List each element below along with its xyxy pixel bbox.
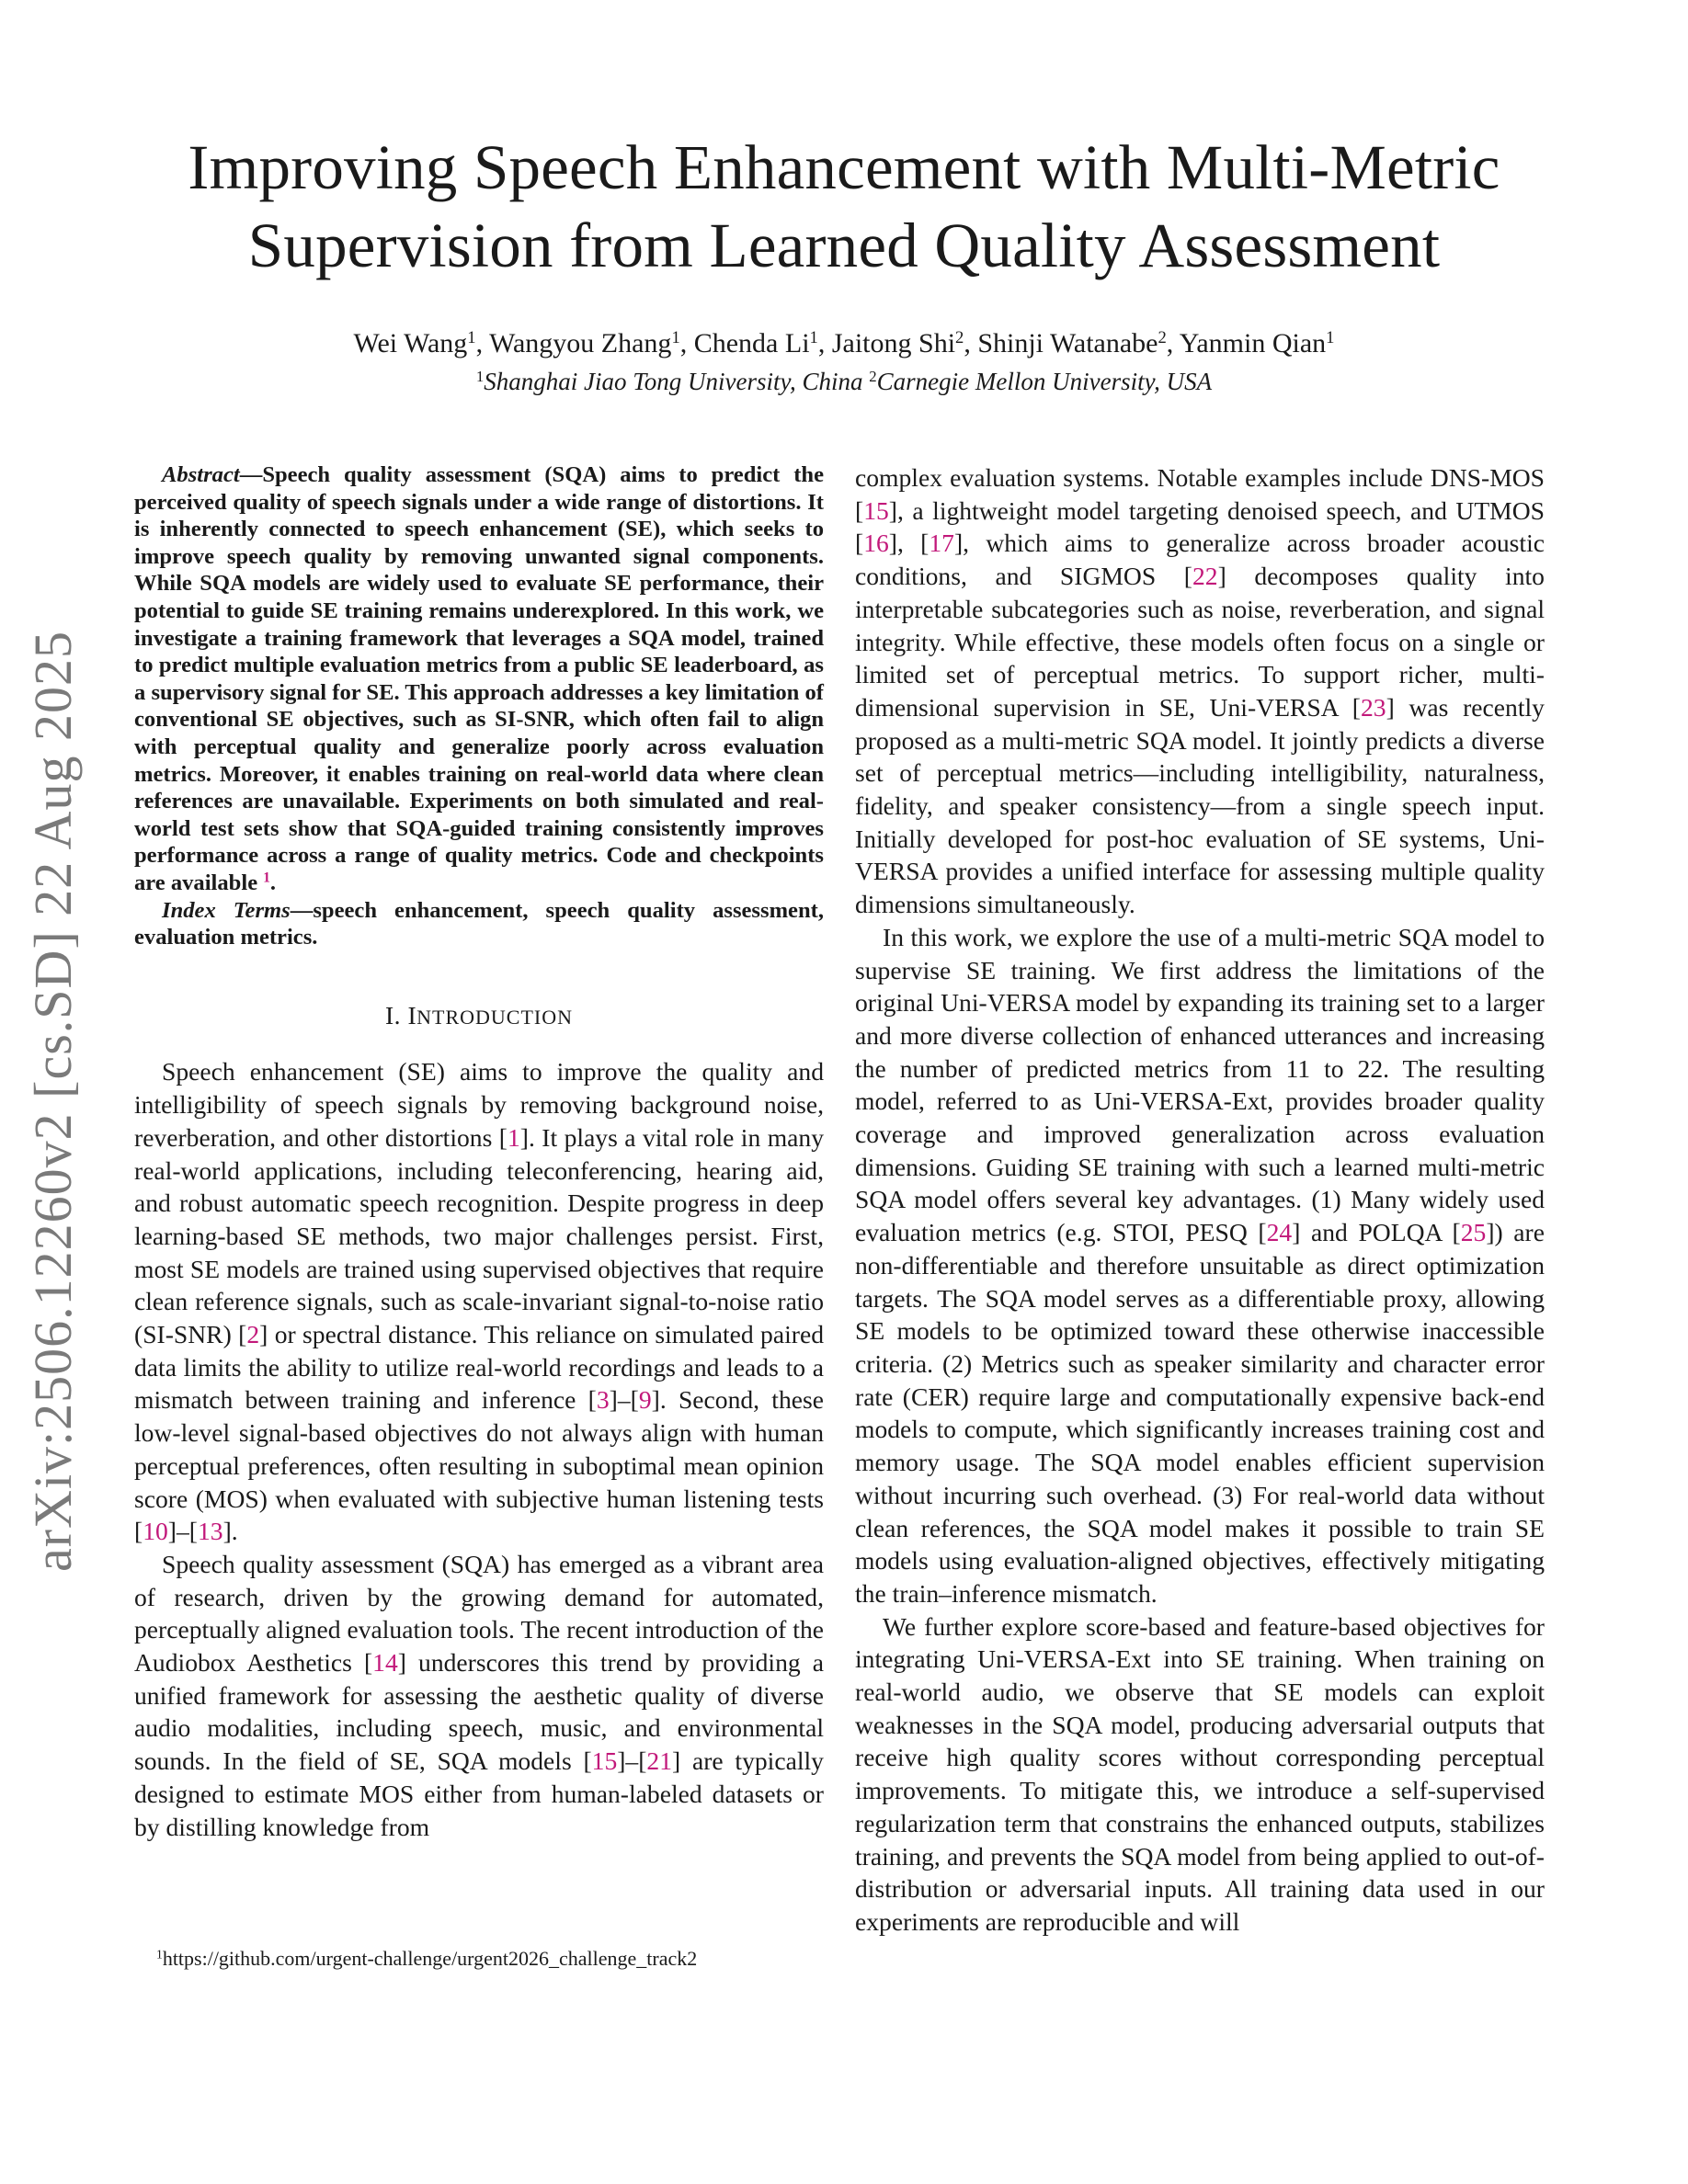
author-name: Shinji Watanabe [977,328,1158,358]
index-terms [134,897,824,951]
intro-paragraph-2 [134,1548,824,1843]
affiliation-mark: 2 [869,367,877,385]
citation-link[interactable]: 16 [863,529,889,558]
paragraph-text: Speech quality assessment (SQA) has emerged as a vibrant area of research, driven by the growing demand for automated, perceptually aligned evaluation tools. The recent introduction of the Audiobox Aesthetics [ [134,1549,824,1678]
paragraph-text: ]) are non-differentiable and therefore unsuitable as direct optimization targets. The SQA model serves as a differentiable proxy, allowing SE models to be optimized toward these otherwise inaccessible criteria. (2) Metrics such as speaker similarity and character error rate (CER) require large and computationally expensive back-end models to compute, which significantly increases training cost and memory usage. The SQA model enables efficient supervision without incurring such overhead. (3) For real-world data without clean references, the SQA model makes it possible to train SE models using evaluation-aligned objectives, effectively mitigating the train–inference mismatch. [855,1218,1545,1608]
arxiv-identifier-stamp: arXiv:2506.12260v2 [cs.SD] 22 Aug 2025 [23,631,83,1572]
paper-title-line-2: Supervision from Learned Quality Assessment [247,210,1441,280]
citation-link[interactable]: 22 [1192,562,1218,591]
author-affiliation-mark: 1 [671,327,680,347]
index-terms-body: —speech enhancement, speech quality assessment, evaluation metrics. [134,897,824,950]
right-column [855,461,1545,1939]
paragraph-text: ]. Second, these low-level signal-based objectives do not always align with human perceptual preferences, often resulting in suboptimal mean opinion score (MOS) when evaluated with subjective human listening tests [ [134,1385,824,1546]
citation-link[interactable]: 3 [596,1385,610,1415]
paragraph-text: ] decomposes quality into interpretable subcategories such as noise, reverberation, and signal integrity. While effective, these models often focus on a single or limited set of perceptual metrics. To support richer, multi-dimensional supervision in SE, Uni-VERSA [ [855,562,1545,722]
paragraph-text: ] or spectral distance. This reliance on simulated paired data limits the ability to utilize real-world recordings and leads to a mismatch between training and inference [ [134,1320,824,1415]
citation-link[interactable]: 14 [372,1648,398,1678]
citation-link[interactable]: 2 [246,1320,260,1349]
paragraph-text: ] and POLQA [ [1292,1218,1461,1247]
abstract-body: —Speech quality assessment (SQA) aims to predict the perceived quality of speech signals under a wide range of distortions. It is inherently connected to speech enhancement (SE), which seeks to improve speech quality by removing unwanted signal components. While SQA models are widely used to evaluate SE performance, their potential to guide SE training remains underexplored. In this work, we investigate a training framework that leverages a SQA model, trained to predict multiple evaluation metrics from a public SE leaderboard, as a supervisory signal for SE. This approach addresses a key limitation of conventional SE objectives, such as SI-SNR, which often fail to align with perceptual quality and generalize poorly across evaluation metrics. Moreover, it enables training on real-world data where clean references are unavailable. Experiments on both simulated and real-world test sets show that SQA-guided training consistently improves performance across a range of quality metrics. Code and checkpoints are available [134,462,824,895]
author-affiliation-mark: 2 [955,327,964,347]
intro-paragraph-5 [855,1610,1545,1939]
intro-paragraph-1 [134,1055,824,1548]
citation-link[interactable]: 15 [591,1746,618,1776]
abstract-lead: Abstract [162,462,240,487]
citation-link[interactable]: 24 [1266,1218,1293,1247]
footnote [156,1947,800,1971]
section-heading-numeral: I. I [384,1000,417,1029]
citation-link[interactable]: 1 [507,1122,520,1152]
footnote-mark: 1 [156,1947,163,1962]
intro-paragraph-4 [855,921,1545,1610]
citation-link[interactable]: 21 [646,1746,673,1776]
citation-link[interactable]: 10 [143,1517,168,1546]
author-name: Wangyou Zhang [489,328,672,358]
paragraph-text: We further explore score-based and feature-based objectives for integrating Uni-VERSA-Ext into SE training. When training on real-world audio, we observe that SE models can exploit weaknesses in the SQA model, producing adversarial outputs that receive high quality scores without corresponding perceptual improvements. To mitigate this, we introduce a self-supervised regularization term that constrains the enhanced outputs, stabilizes training, and prevents the SQA model from being applied to out-of-distribution or adversarial inputs. All training data used in our experiments are reproducible and will [855,1611,1545,1936]
paragraph-text: ]. [222,1517,238,1546]
paragraph-text: ]–[ [609,1385,639,1415]
paragraph-text: ] are typically designed to estimate MOS either from human-labeled datasets or by distilling knowledge from [134,1746,824,1841]
paragraph-text: ] was recently proposed as a multi-metric SQA model. It jointly predicts a diverse set of perceptual metrics—including intelligibility, naturalness, fidelity, and speaker consistency—from a single speech input. Initially developed for post-hoc evaluation of SE systems, Uni-VERSA provides a unified interface for assessing multiple quality dimensions simultaneously. [855,692,1545,919]
index-terms-lead: Index Terms [162,897,291,923]
affiliation-list [0,366,1688,397]
citation-link[interactable]: 23 [1360,692,1386,722]
paragraph-text: ]–[ [617,1746,647,1776]
intro-paragraph-3 [855,461,1545,921]
abstract-tail: . [269,870,277,895]
paragraph-text: Speech enhancement (SE) aims to improve the quality and intelligibility of speech signals by removing background noise, reverberation, and other distortions [ [134,1057,824,1152]
paragraph-text: ], [ [888,529,930,558]
author-affiliation-mark: 1 [1326,327,1335,347]
author-affiliation-mark: 1 [809,327,818,347]
left-column [134,461,824,1843]
author-name: Wei Wang [353,328,468,358]
author-affiliation-mark: 1 [467,327,476,347]
abstract [134,461,824,897]
author-affiliation-mark: 2 [1158,327,1167,347]
abstract-footnote-link[interactable]: 1 [263,870,270,886]
author-list: Wei Wang$^1$, Wangyou Zhang$^1$, Chenda Li$^1$, Jaitong Shi$^2$, Shinji Watanabe$^2$, Yanmin Qian$^1$ [353,327,1335,358]
paragraph-text: ] underscores this trend by providing a unified framework for assessing the aesthetic quality of diverse audio modalities, including speech, music, and environmental sounds. In the field of SE, SQA models [ [134,1648,824,1776]
citation-link[interactable]: 9 [638,1385,652,1415]
affiliation-name: Carnegie Mellon University, USA [876,368,1213,395]
paragraph-text: ]. It plays a vital role in many real-world applications, including teleconferencing, hearing aid, and robust automatic speech recognition. Despite progress in deep learning-based SE methods, two major challenges persist. First, most SE models are trained using supervised objectives that require clean reference signals, such as scale-invariant signal-to-noise ratio (SI-SNR) [ [134,1122,824,1349]
citation-link[interactable]: 15 [863,495,889,525]
author-name: Jaitong Shi [831,328,956,358]
paragraph-text: ]–[ [167,1517,198,1546]
paragraph-text: ], a lightweight model targeting denoised speech, and UTMOS [ [855,495,1545,558]
author-name: Yanmin Qian [1179,328,1327,358]
affiliation-mark: 1 [475,367,485,385]
paragraph-text: ], which aims to generalize across broader acoustic conditions, and SIGMOS [ [855,529,1545,591]
paper-title [0,129,1688,285]
section-heading-introduction [134,999,824,1034]
footnote-url[interactable]: https://github.com/urgent-challenge/urgent2026_challenge_track2 [162,1947,698,1970]
paper-title-line-1: Improving Speech Enhancement with Multi-Metric [188,132,1500,202]
paragraph-text: In this work, we explore the use of a multi-metric SQA model to supervise SE training. We first address the limitations of the original Uni-VERSA model by expanding its training set to a larger and more diverse collection of enhanced utterances and increasing the number of predicted metrics from 11 to 22. The resulting model, referred to as Uni-VERSA-Ext, provides broader quality coverage and improved generalization across evaluation dimensions. Guiding SE training with such a learned multi-metric SQA model offers several key advantages. (1) Many widely used evaluation metrics (e.g. STOI, PESQ [ [855,922,1545,1247]
affiliation-name: Shanghai Jiao Tong University, China [484,368,863,395]
paragraph-text: complex evaluation systems. Notable examples include DNS-MOS [ [855,463,1545,525]
section-heading-rest: NTRODUCTION [416,1005,574,1029]
citation-link[interactable]: 17 [929,529,954,558]
citation-link[interactable]: 25 [1460,1218,1487,1247]
author-name: Chenda Li [693,328,810,358]
citation-link[interactable]: 13 [197,1517,223,1546]
